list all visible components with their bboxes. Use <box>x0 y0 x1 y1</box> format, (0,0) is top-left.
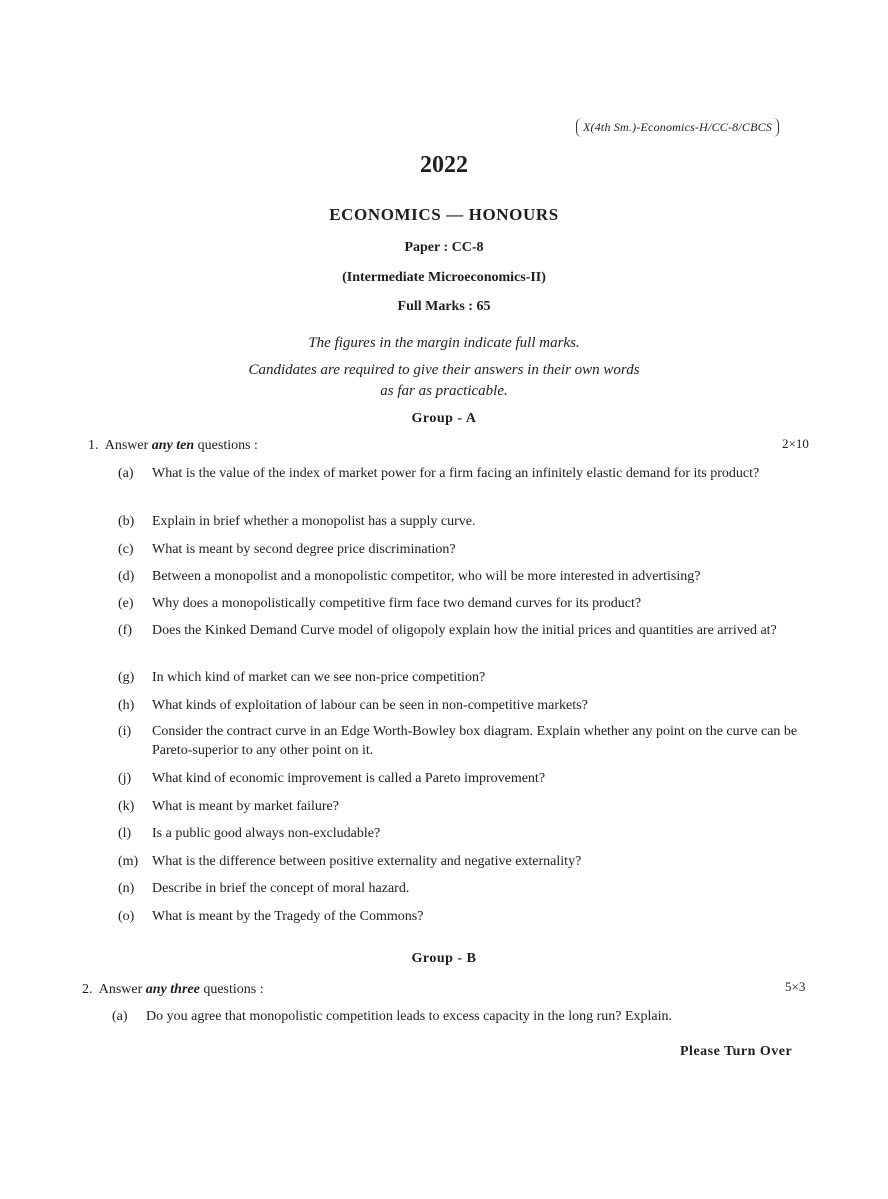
item-text: Does the Kinked Demand Curve model of oligopoly explain how the initial prices and quantities are arrived at? <box>152 623 777 638</box>
item-label: (c) <box>118 542 134 557</box>
instruction-note-line2: as far as practicable. <box>380 383 508 399</box>
item-label: (k) <box>118 799 135 814</box>
item-label: (a) <box>118 466 134 481</box>
question-2-marks: 5×3 <box>785 979 806 994</box>
item-text: What is meant by the Tragedy of the Commons? <box>152 909 424 924</box>
paper-number: Paper : CC-8 <box>404 240 484 255</box>
question-1-marks: 2×10 <box>782 436 809 451</box>
item-label: (j) <box>118 771 132 786</box>
list-item <box>118 769 818 788</box>
item-text: What kind of economic improvement is called a Pareto improvement? <box>152 771 546 786</box>
question-1-instruction <box>88 438 258 454</box>
item-text: What is meant by second degree price discrimination? <box>152 542 456 557</box>
item-label: (d) <box>118 569 135 584</box>
list-item <box>118 797 818 816</box>
please-turn-over: Please Turn Over <box>680 1044 793 1059</box>
item-text: In which kind of market can we see non-price competition? <box>152 670 486 685</box>
list-item <box>118 567 818 586</box>
list-item <box>112 1007 812 1026</box>
item-text: Explain in brief whether a monopolist has a supply curve. <box>152 514 476 529</box>
item-label: (l) <box>118 826 132 841</box>
group-a-title: Group - A <box>411 411 477 426</box>
item-text: Describe in brief the concept of moral hazard. <box>152 881 410 896</box>
item-text: What is the value of the index of market power for a firm facing an infinitely elastic demand for its product? <box>152 466 760 481</box>
list-item <box>118 852 818 871</box>
item-label: (m) <box>118 854 139 869</box>
item-label: (b) <box>118 514 135 529</box>
item-text: What is meant by market failure? <box>152 799 339 814</box>
full-marks: Full Marks : 65 <box>397 299 491 314</box>
item-text: What is the difference between positive externality and negative externality? <box>152 854 582 869</box>
list-item <box>118 824 818 843</box>
question-number: 2. <box>82 982 93 997</box>
item-label: (h) <box>118 698 135 713</box>
list-item <box>118 722 818 760</box>
list-item <box>118 540 818 559</box>
item-label: (f) <box>118 623 132 638</box>
item-text: Between a monopolist and a monopolistic competitor, who will be more interested in advertising? <box>152 569 701 584</box>
list-item <box>118 464 818 483</box>
list-item <box>118 512 818 531</box>
instruction-text: questions : <box>203 982 264 997</box>
item-text: Is a public good always non-excludable? <box>152 826 381 841</box>
group-b-title: Group - B <box>411 951 477 966</box>
instruction-text: questions : <box>197 438 258 453</box>
list-item <box>118 668 818 687</box>
item-label: (n) <box>118 881 135 896</box>
exam-year: 2022 <box>420 152 468 178</box>
list-item <box>118 696 818 715</box>
item-text: Why does a monopolistically competitive firm face two demand curves for its product? <box>152 596 642 611</box>
subject-title: ECONOMICS — HONOURS <box>329 205 559 224</box>
question-2-instruction <box>82 982 264 998</box>
instruction-text: Answer <box>98 982 143 997</box>
item-text: What kinds of exploitation of labour can be seen in non-competitive markets? <box>152 698 588 713</box>
question-number: 1. <box>88 438 99 453</box>
paper-code: X(4th Sm.)-Economics-H/CC-8/CBCS <box>576 118 779 137</box>
paper-title: (Intermediate Microeconomics-II) <box>342 270 546 285</box>
item-label: (i) <box>118 724 132 739</box>
item-label: (e) <box>118 596 134 611</box>
instruction-text: Answer <box>104 438 149 453</box>
instruction-emphasis: any three <box>145 982 200 997</box>
instruction-emphasis: any ten <box>151 438 195 453</box>
margin-note: The figures in the margin indicate full marks. <box>308 335 580 351</box>
item-text: Consider the contract curve in an Edge Worth-Bowley box diagram. Explain whether any point on the curve can be Pareto-superior to any other point on it. <box>152 724 798 758</box>
item-label: (g) <box>118 670 135 685</box>
item-label: (a) <box>112 1009 128 1024</box>
list-item <box>118 879 818 898</box>
item-text: Do you agree that monopolistic competition leads to excess capacity in the long run? Explain. <box>146 1009 673 1024</box>
list-item <box>118 907 818 926</box>
instruction-note-line1: Candidates are required to give their answers in their own words <box>248 362 640 378</box>
item-label: (o) <box>118 909 135 924</box>
list-item <box>118 594 818 613</box>
list-item <box>118 621 818 640</box>
